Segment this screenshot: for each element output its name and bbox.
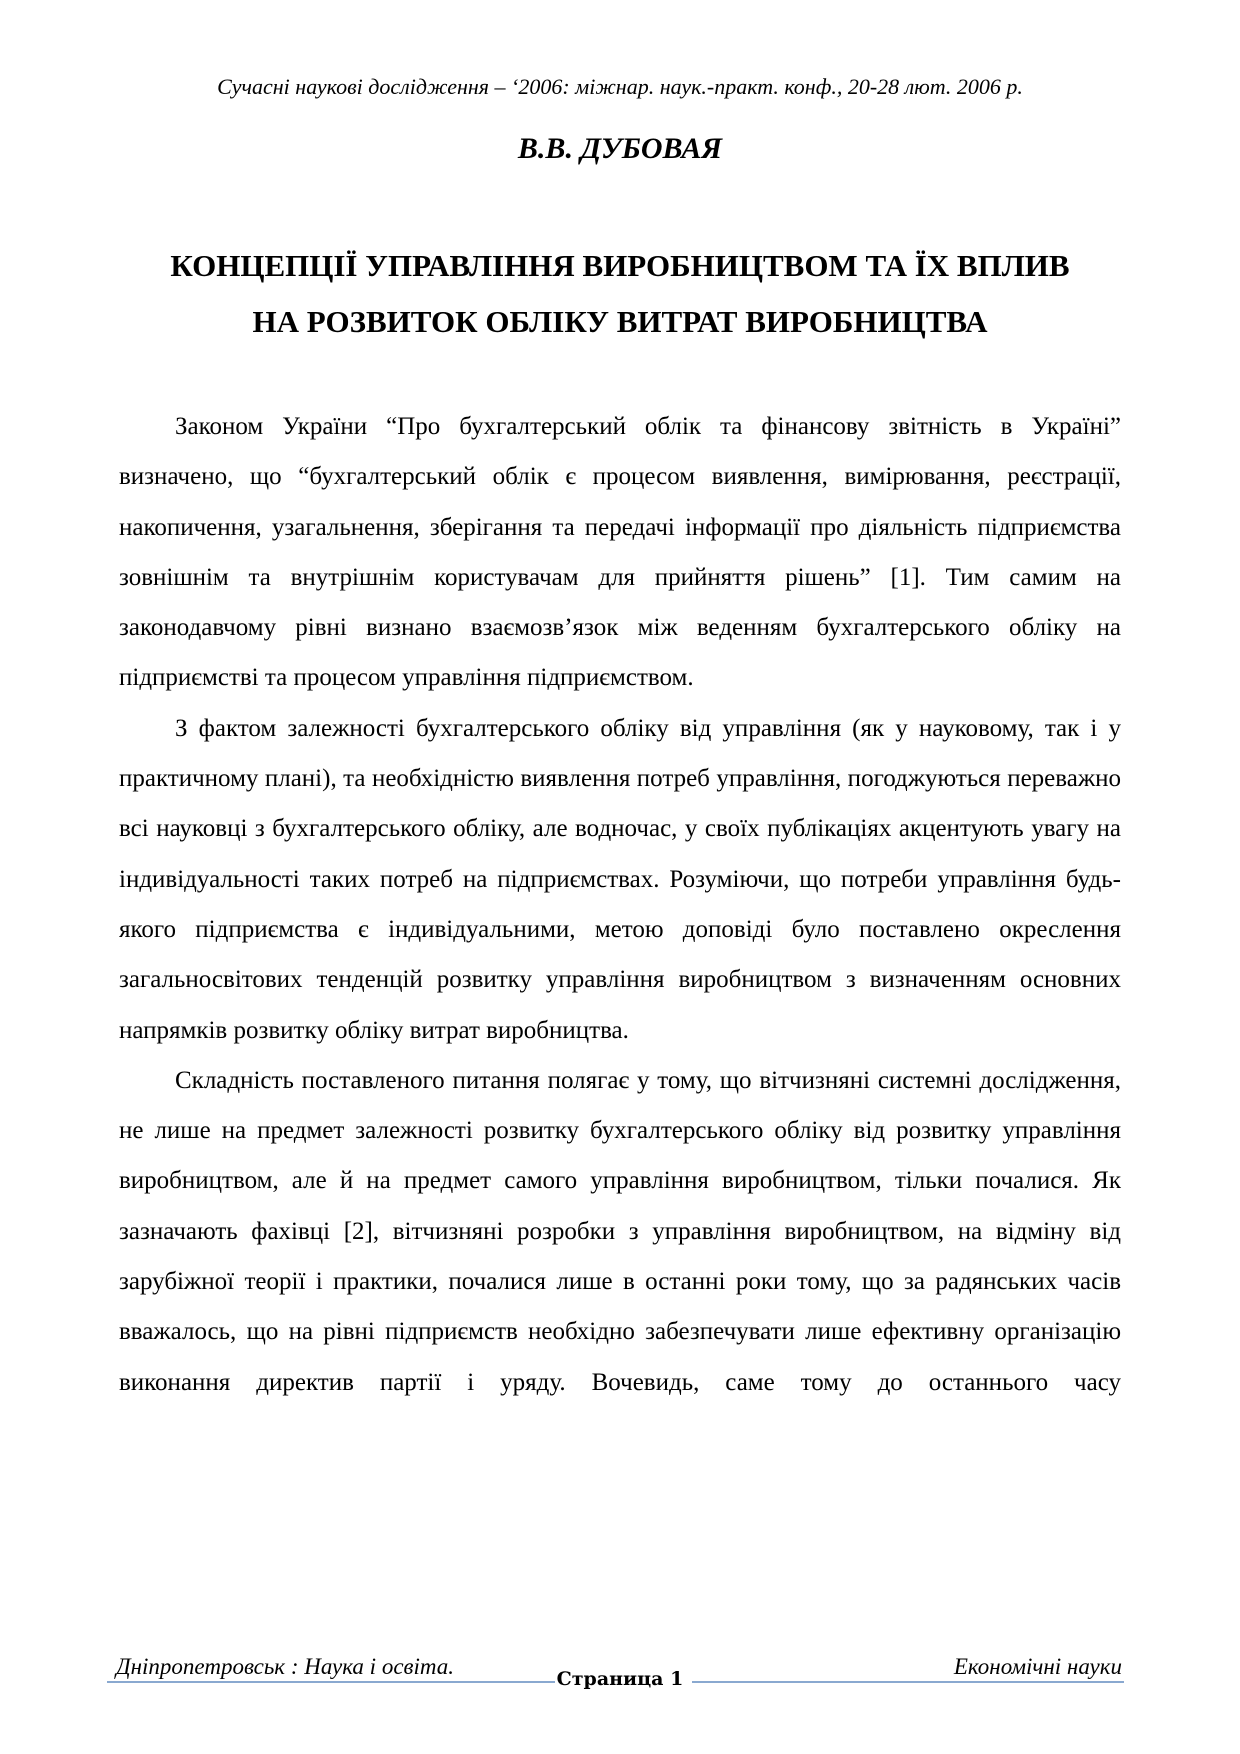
- paragraph: З фактом залежності бухгалтерського обліку від управління (як у науковому, так і у практичному плані), та необхідністю виявлення потреб управління, погоджуються переважно всі науковці з бухгалтерського обліку, але водночас, у своїх публікаціях акцентують увагу на індивідуальності таких потреб на підприємствах. Розуміючи, що потреби управління будь-якого підприємства є індивідуальними, метою доповіді було поставлено окреслення загальносвітових тенденцій розвитку управління виробництвом з визначенням основних напрямків розвитку обліку витрат виробництва.: [119, 714, 1121, 1044]
- author-name: В.В. ДУБОВАЯ: [517, 132, 723, 165]
- running-header: Сучасні наукові дослідження – ‘2006: міжнар. наук.-практ. конф., 20-28 лют. 2006 р.: [217, 74, 1023, 99]
- footer-left: Дніпропетровськ : Наука і освіта.: [116, 1654, 455, 1679]
- title-line-1: КОНЦЕПЦІЇ УПРАВЛІННЯ ВИРОБНИЦТВОМ ТА ЇХ ВПЛИВ: [170, 248, 1070, 283]
- footer-right: Економічні науки: [953, 1654, 1122, 1679]
- article-body: [119, 402, 1121, 1408]
- paragraph: Законом України “Про бухгалтерський облік та фінансову звітність в Україні” визначено, що “бухгалтерський облік є процесом виявлення, вимірювання, реєстрації, накопичення, узагальнення, зберігання та передачі інформації про діяльність підприємства зовнішнім та внутрішнім користувачам для прийняття рішень” [1]. Тим самим на законодавчому рівні визнано взаємозв’язок між веденням бухгалтерського обліку на підприємстві та процесом управління підприємством.: [119, 413, 1121, 692]
- page-number: Страница 1: [556, 1668, 684, 1690]
- paragraph: Складність поставленого питання полягає у тому, що вітчизняні системні дослідження, не лише на предмет залежності розвитку бухгалтерського обліку від розвитку управління виробництвом, але й на предмет самого управління виробництвом, тільки почалися. Як зазначають фахівці [2], вітчизняні розробки з управління виробництвом, на відміну від зарубіжної теорії і практики, почалися лише в останні роки тому, що за радянських часів вважалось, що на рівні підприємств необхідно забезпечувати лише ефективну організацію виконання директив партії і уряду. Вочевидь, саме тому до останнього часу: [119, 1066, 1121, 1396]
- title-line-2: НА РОЗВИТОК ОБЛІКУ ВИТРАТ ВИРОБНИЦТВА: [252, 304, 988, 339]
- article-title: [100, 238, 1140, 350]
